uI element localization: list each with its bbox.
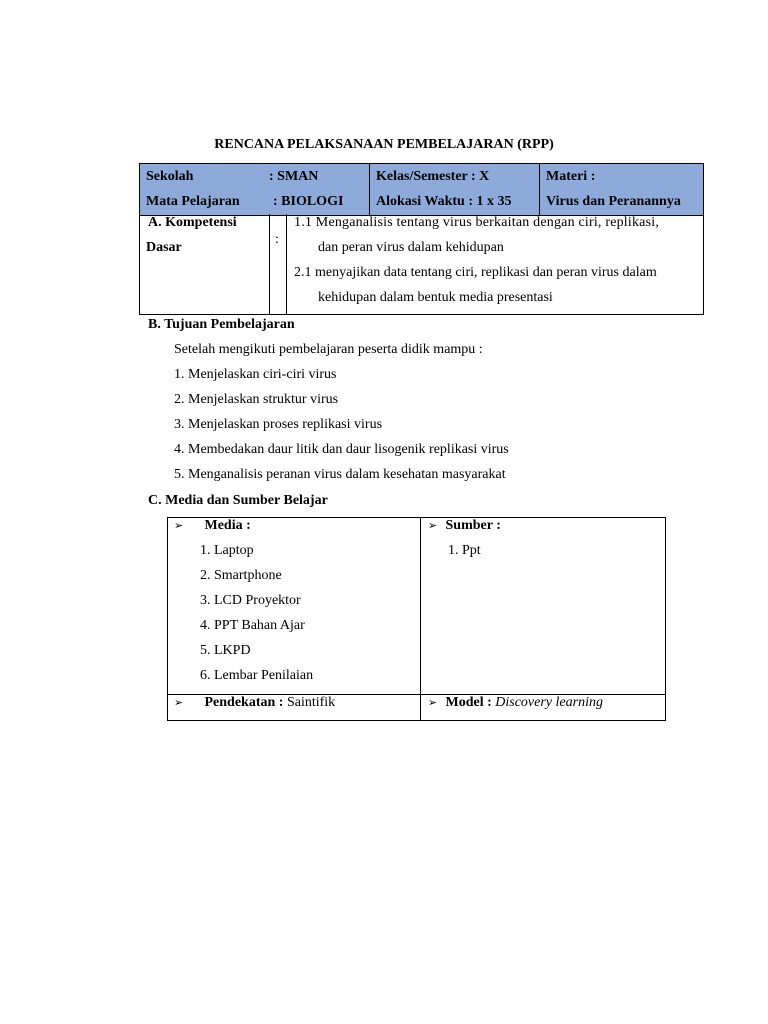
arrow-bullet-icon: ➢ <box>174 696 184 709</box>
tujuan-intro: Setelah mengikuti pembelajaran peserta didik mampu : <box>174 342 483 357</box>
media-item: 5. LKPD <box>200 643 251 658</box>
tujuan-item: 1. Menjelaskan ciri-ciri virus <box>174 367 337 382</box>
kompetensi-colon-cell <box>270 214 287 314</box>
media-item: 6. Lembar Penilaian <box>200 668 314 683</box>
model-value: Discovery learning <box>491 695 603 710</box>
sumber-header <box>428 518 501 534</box>
sekolah-label: Sekolah <box>146 169 194 184</box>
model-label: Model : <box>445 695 492 710</box>
kd2-line1: 2.1 menyajikan data tentang ciri, replikasi dan peran virus dalam <box>294 265 657 280</box>
kd1-line1: 1.1 Menganalisis tentang virus berkaitan dengan ciri, replikasi, <box>294 215 660 230</box>
tujuan-heading: B. Tujuan Pembelajaran <box>148 317 295 332</box>
class-cell <box>370 164 540 216</box>
kompetensi-label-line1: A. Kompetensi <box>148 215 237 230</box>
kompetensi-label-line2: Dasar <box>146 240 182 255</box>
identity-table <box>139 163 704 216</box>
mapel-value: : BIOLOGI <box>273 194 344 209</box>
kompetensi-dasar-block <box>139 214 704 315</box>
column-divider <box>420 518 421 720</box>
pendekatan-label: Pendekatan : <box>204 695 284 710</box>
kompetensi-label-cell <box>140 214 270 314</box>
kompetensi-colon: : <box>275 232 279 247</box>
tujuan-item: 2. Menjelaskan struktur virus <box>174 392 339 407</box>
media-item: 4. PPT Bahan Ajar <box>200 618 305 633</box>
sumber-item: 1. Ppt <box>448 543 481 558</box>
school-cell <box>140 164 370 216</box>
arrow-bullet-icon: ➢ <box>428 696 438 709</box>
materi-cell <box>540 164 704 216</box>
mapel-label: Mata Pelajaran <box>146 194 240 209</box>
tujuan-item: 4. Membedakan daur litik dan daur lisogenik replikasi virus <box>174 442 509 457</box>
media-table <box>167 517 666 721</box>
arrow-bullet-icon: ➢ <box>174 519 184 532</box>
sumber-label: Sumber : <box>445 518 501 533</box>
media-header <box>174 518 251 534</box>
kd1-line2: dan peran virus dalam kehidupan <box>318 240 504 255</box>
pendekatan-value: Saintifik <box>283 695 336 710</box>
document-title: RENCANA PELAKSANAAN PEMBELAJARAN (RPP) <box>214 137 554 152</box>
sekolah-value: : SMAN <box>269 169 319 184</box>
tujuan-item: 3. Menjelaskan proses replikasi virus <box>174 417 383 432</box>
kelas-text: Kelas/Semester : X <box>376 169 490 184</box>
pendekatan-row <box>174 695 335 711</box>
model-row <box>428 695 603 711</box>
materi-value: Virus dan Peranannya <box>546 194 681 209</box>
arrow-bullet-icon: ➢ <box>428 519 438 532</box>
media-label: Media : <box>204 518 251 533</box>
media-item: 1. Laptop <box>200 543 254 558</box>
kd2-line2: kehidupan dalam bentuk media presentasi <box>318 290 553 305</box>
materi-label: Materi : <box>546 169 596 184</box>
alokasi-text: Alokasi Waktu : 1 x 35 <box>376 194 512 209</box>
media-item: 2. Smartphone <box>200 568 282 583</box>
media-item: 3. LCD Proyektor <box>200 593 301 608</box>
tujuan-item: 5. Menganalisis peranan virus dalam kesehatan masyarakat <box>174 467 506 482</box>
media-heading: C. Media dan Sumber Belajar <box>148 493 328 508</box>
